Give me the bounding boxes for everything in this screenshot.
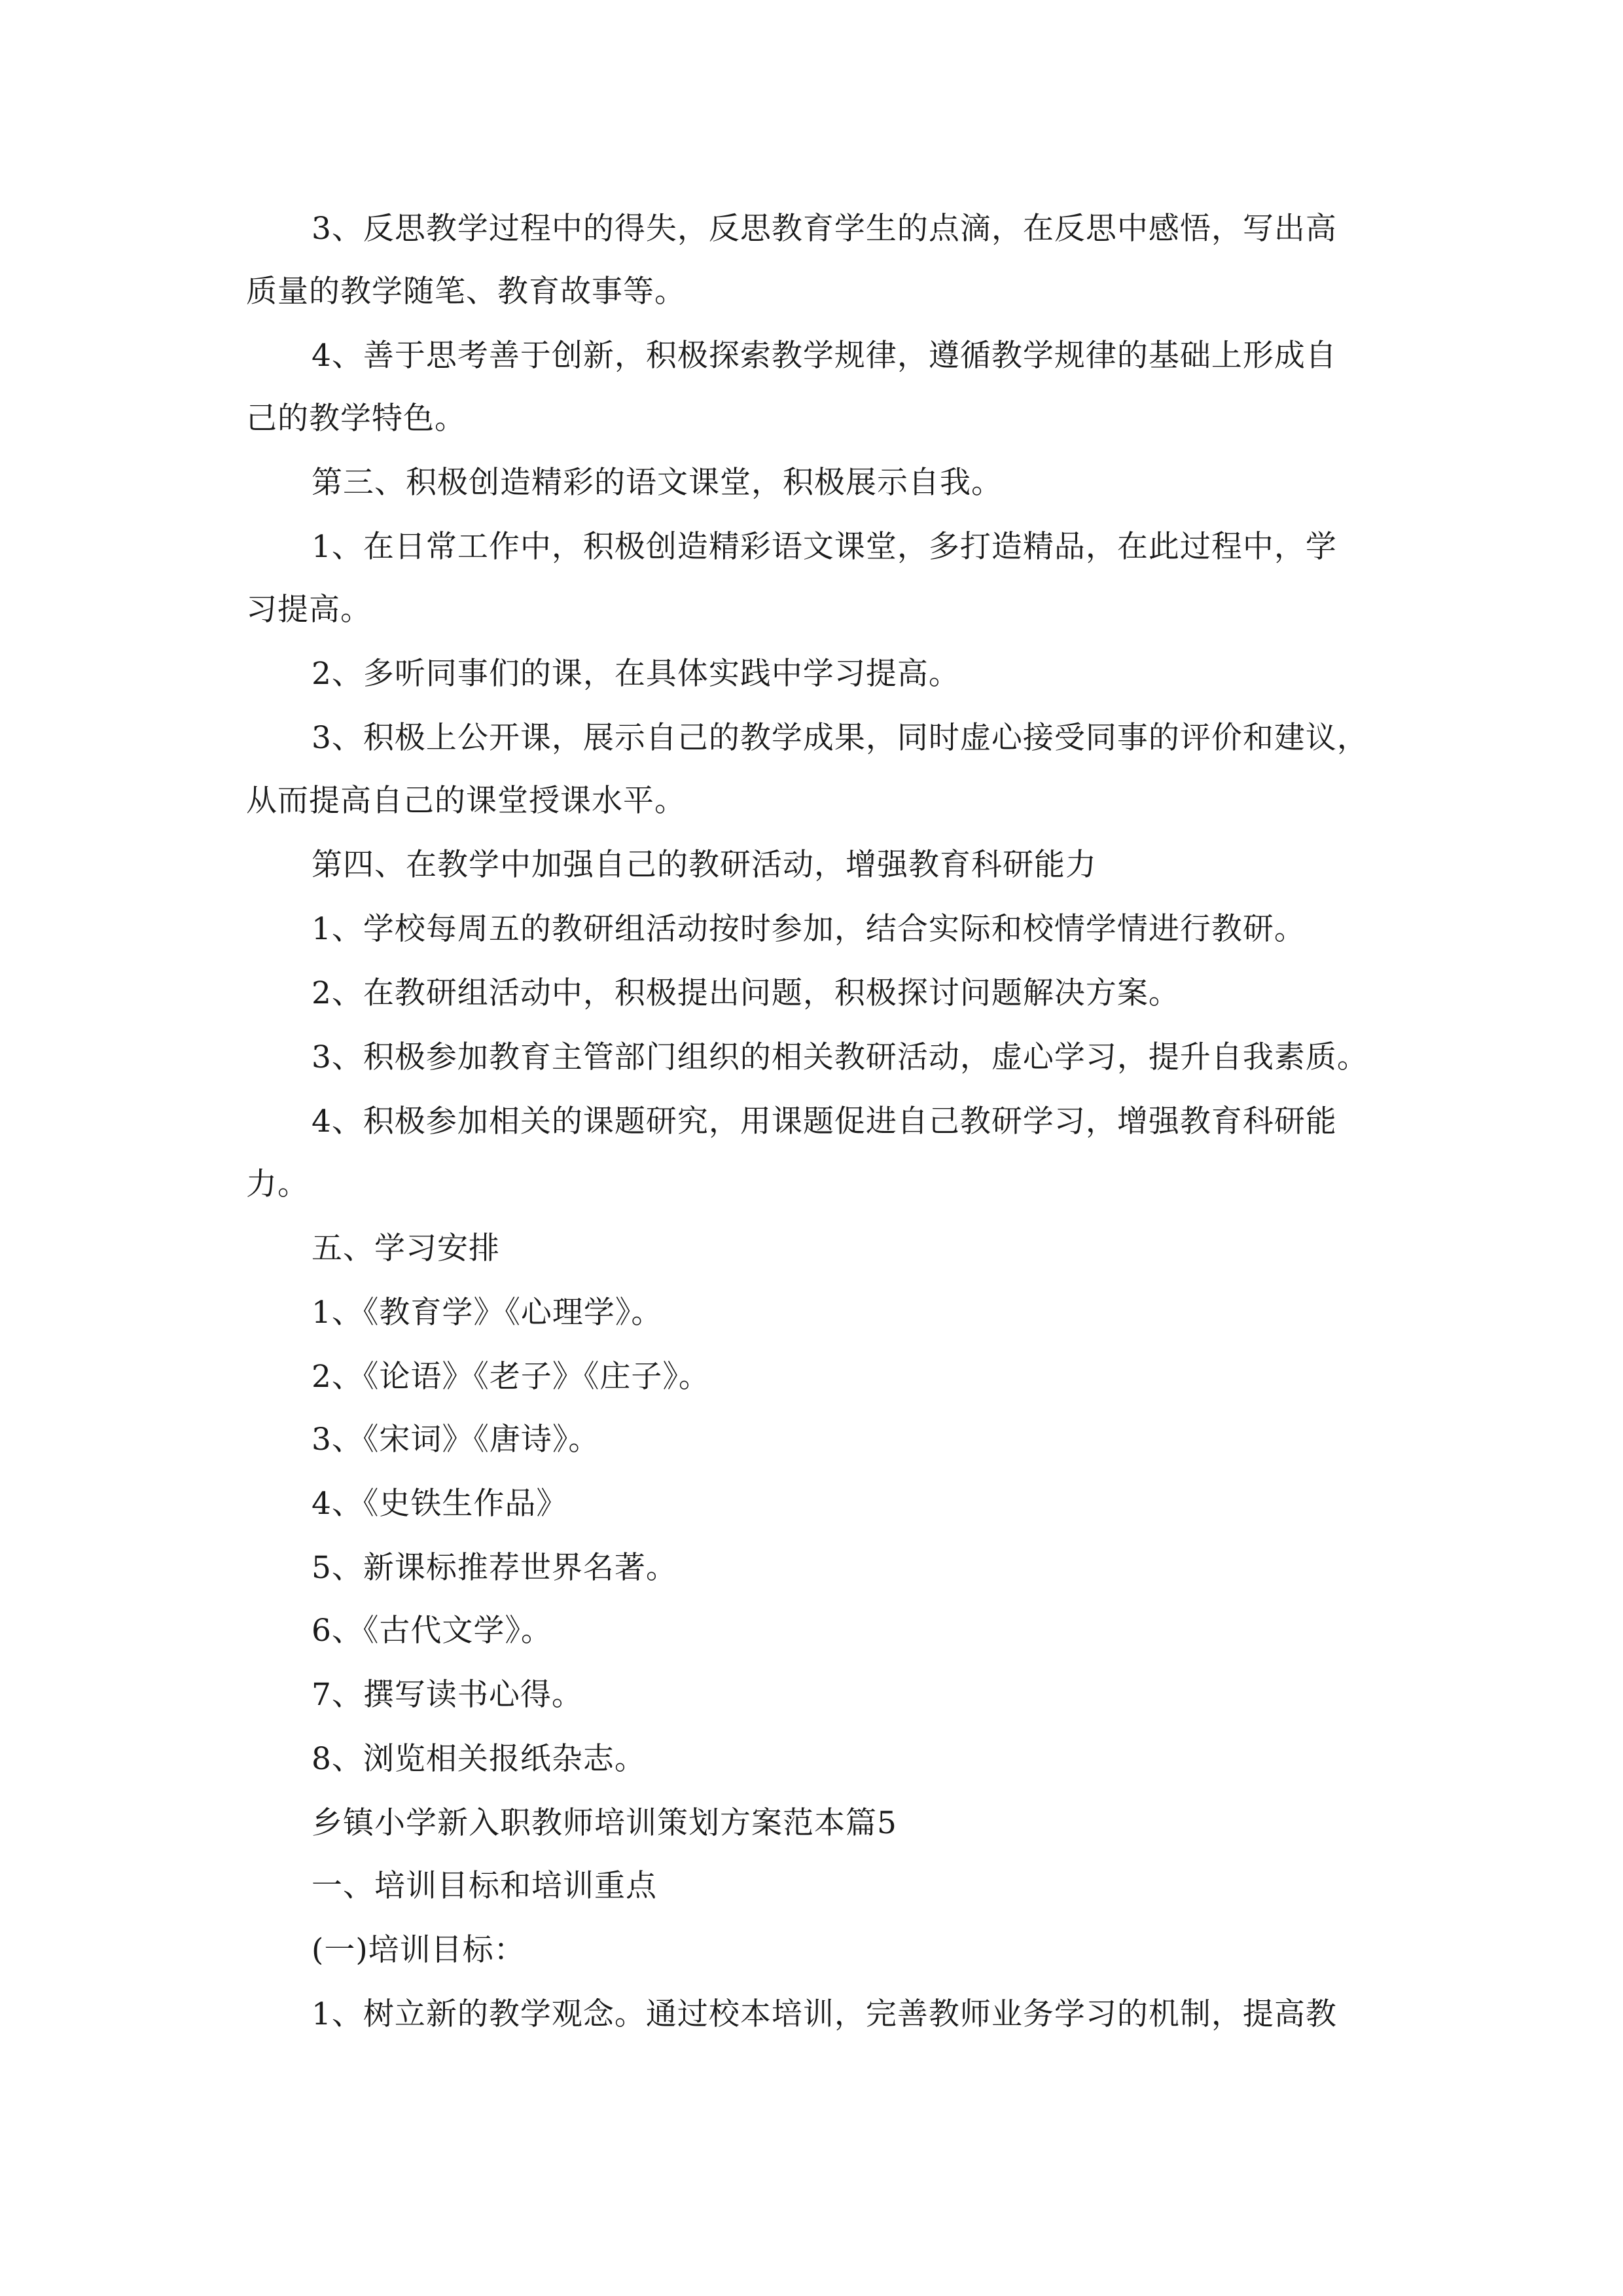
section-heading: 第三、积极创造精彩的语文课堂，积极展示自我。 [312, 465, 1003, 501]
list-item: 7、撰写读书心得。 [312, 1677, 583, 1713]
list-item: 6、《古代文学》。 [312, 1613, 552, 1649]
paragraph-line: 3、反思教学过程中的得失，反思教育学生的点滴，在反思中感悟，写出高 [312, 211, 1337, 247]
paragraph-line: 2、在教研组活动中，积极提出问题，积极探讨问题解决方案。 [312, 975, 1180, 1011]
paragraph-line: 习提高。 [246, 592, 372, 628]
list-item: 1、《教育学》《心理学》。 [312, 1295, 663, 1331]
list-item: 8、浏览相关报纸杂志。 [312, 1741, 646, 1777]
list-item: 5、新课标推荐世界名著。 [312, 1550, 677, 1586]
list-item: 2、《论语》《老子》《庄子》。 [312, 1359, 710, 1395]
paragraph-line: 3、积极上公开课，展示自己的教学成果，同时虚心接受同事的评价和建议， [312, 720, 1368, 756]
paragraph-line: 4、积极参加相关的课题研究，用课题促进自己教研学习，增强教育科研能 [312, 1103, 1337, 1139]
section-heading: 五、学习安排 [312, 1230, 500, 1266]
list-item: 3、《宋词》《唐诗》。 [312, 1422, 600, 1458]
subsection-heading: (一)培训目标： [312, 1932, 526, 1968]
paragraph-line: 1、树立新的教学观念。通过校本培训，完善教师业务学习的机制，提高教 [312, 1996, 1337, 2032]
paragraph-line: 己的教学特色。 [246, 401, 466, 437]
paragraph-line: 从而提高自己的课堂授课水平。 [246, 783, 686, 819]
section-heading: 第四、在教学中加强自己的教研活动，增强教育科研能力 [312, 847, 1097, 883]
paragraph-line: 力。 [246, 1166, 309, 1202]
paragraph-line: 质量的教学随笔、教育故事等。 [246, 274, 686, 310]
paragraph-line: 4、善于思考善于创新，积极探索教学规律，遵循教学规律的基础上形成自 [312, 338, 1337, 374]
article-title: 乡镇小学新入职教师培训策划方案范本篇5 [312, 1805, 897, 1841]
paragraph-line: 2、多听同事们的课，在具体实践中学习提高。 [312, 656, 960, 692]
section-heading: 一、培训目标和培训重点 [312, 1868, 657, 1904]
paragraph-line: 1、学校每周五的教研组活动按时参加，结合实际和校情学情进行教研。 [312, 911, 1306, 947]
paragraph-line: 3、积极参加教育主管部门组织的相关教研活动，虚心学习，提升自我素质。 [312, 1039, 1368, 1075]
paragraph-line: 1、在日常工作中，积极创造精彩语文课堂，多打造精品，在此过程中，学 [312, 529, 1337, 565]
list-item: 4、《史铁生作品》 [312, 1486, 568, 1522]
